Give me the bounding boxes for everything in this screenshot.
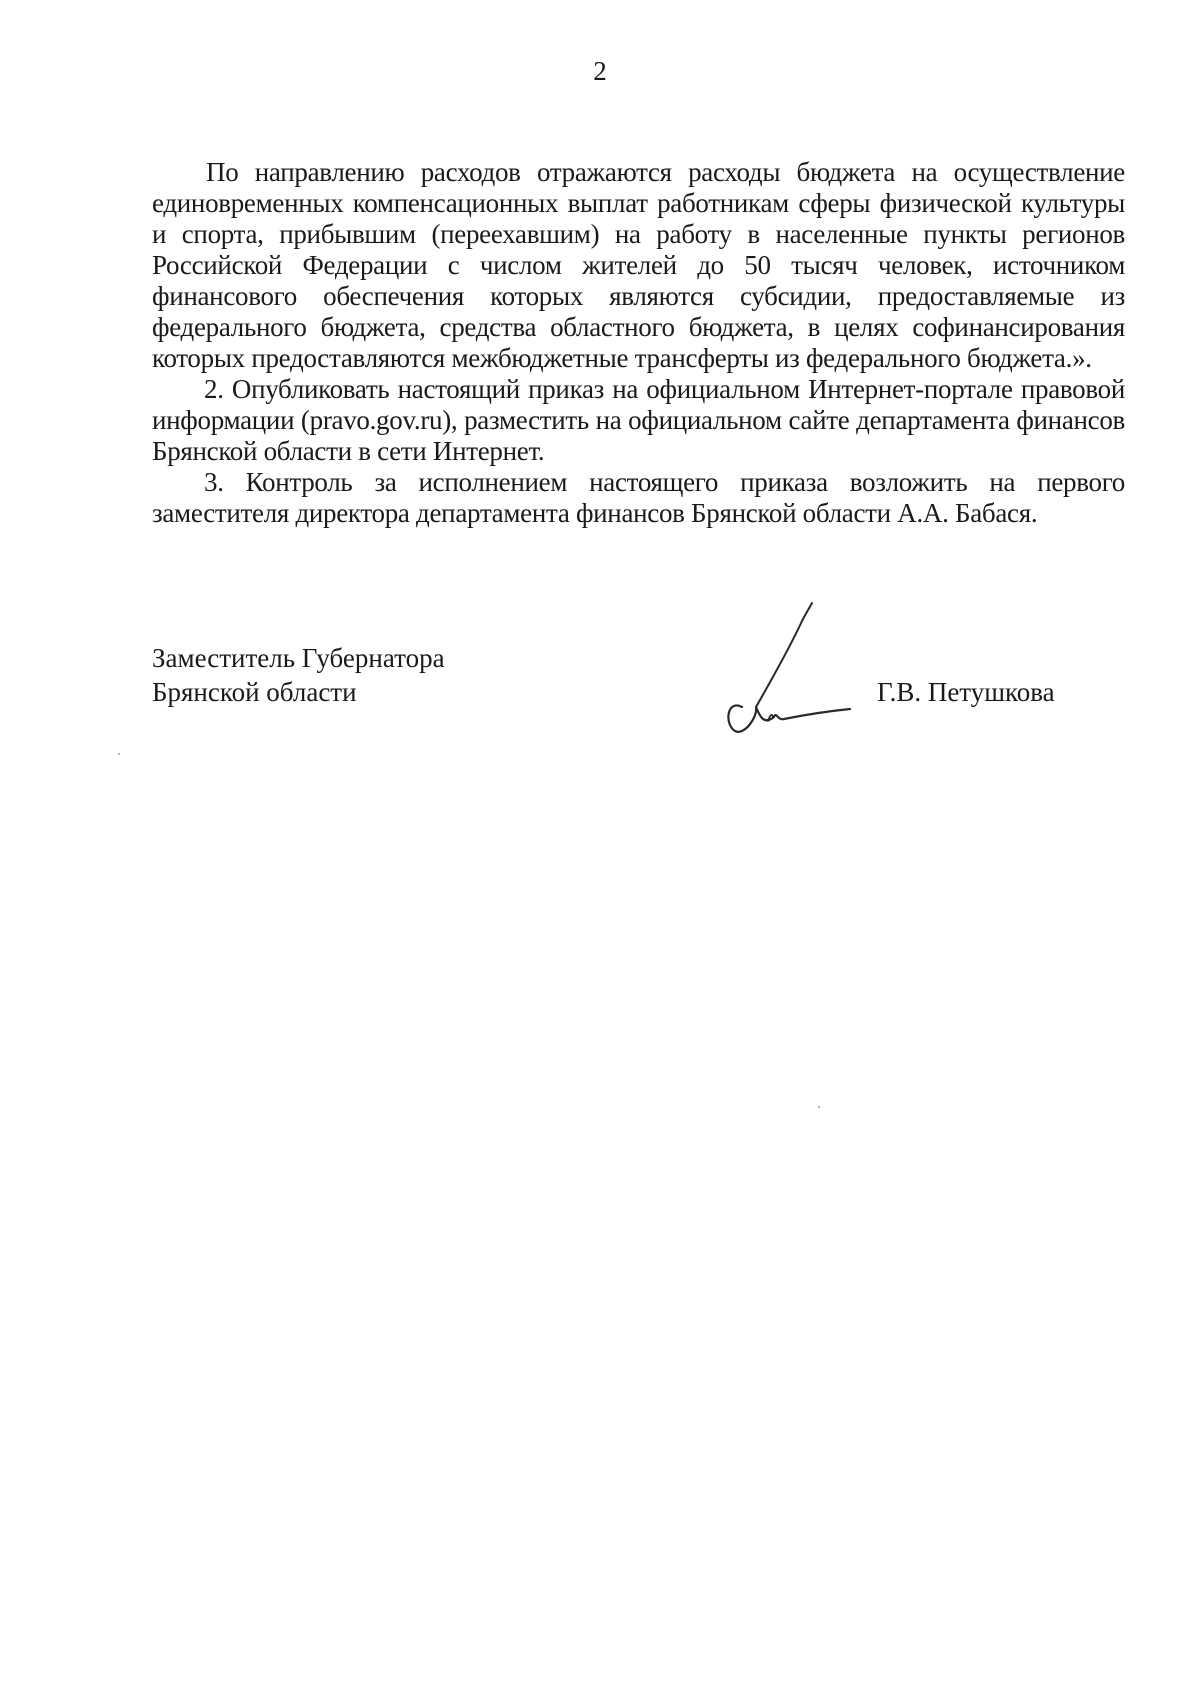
signature-block: [152, 641, 1125, 741]
signer-title: [152, 641, 552, 709]
page-number: 2: [593, 56, 607, 86]
scan-speck: [118, 753, 120, 755]
paragraph-control: 3. Контроль за исполнением настоящего приказа возложить на первого заместителя директора департамента финансов Брянской области А.А. Бабася.: [152, 467, 1125, 528]
paragraph-publication: 2. Опубликовать настоящий приказ на официальном Интернет-портале правовой информации (pravo.gov.ru), разместить на официальном сайте департамента финансов Брянской области в сети Интернет.: [152, 374, 1125, 466]
signer-title-line-2: Брянской области: [152, 677, 357, 707]
document-body: [152, 157, 1125, 529]
handwritten-signature: [672, 599, 872, 739]
signer-name: Г.В. Петушкова: [877, 677, 1055, 707]
signer-title-line-1: Заместитель Губернатора: [152, 643, 445, 673]
scan-speck: [818, 1106, 820, 1108]
paragraph-expense-direction: По направлению расходов отражаются расходы бюджета на осуществление единовременных компенсационных выплат работникам сферы физической культуры и спорта, прибывшим (переехавшим) на работу в населенные пункты регионов Российской Федерации с числом жителей до 50 тысяч человек, источником финансового обеспечения которых являются субсидии, предоставляемые из федерального бюджета, средства областного бюджета, в целях софинансирования которых предоставляются межбюджетные трансферты из федерального бюджета.».: [152, 157, 1125, 373]
